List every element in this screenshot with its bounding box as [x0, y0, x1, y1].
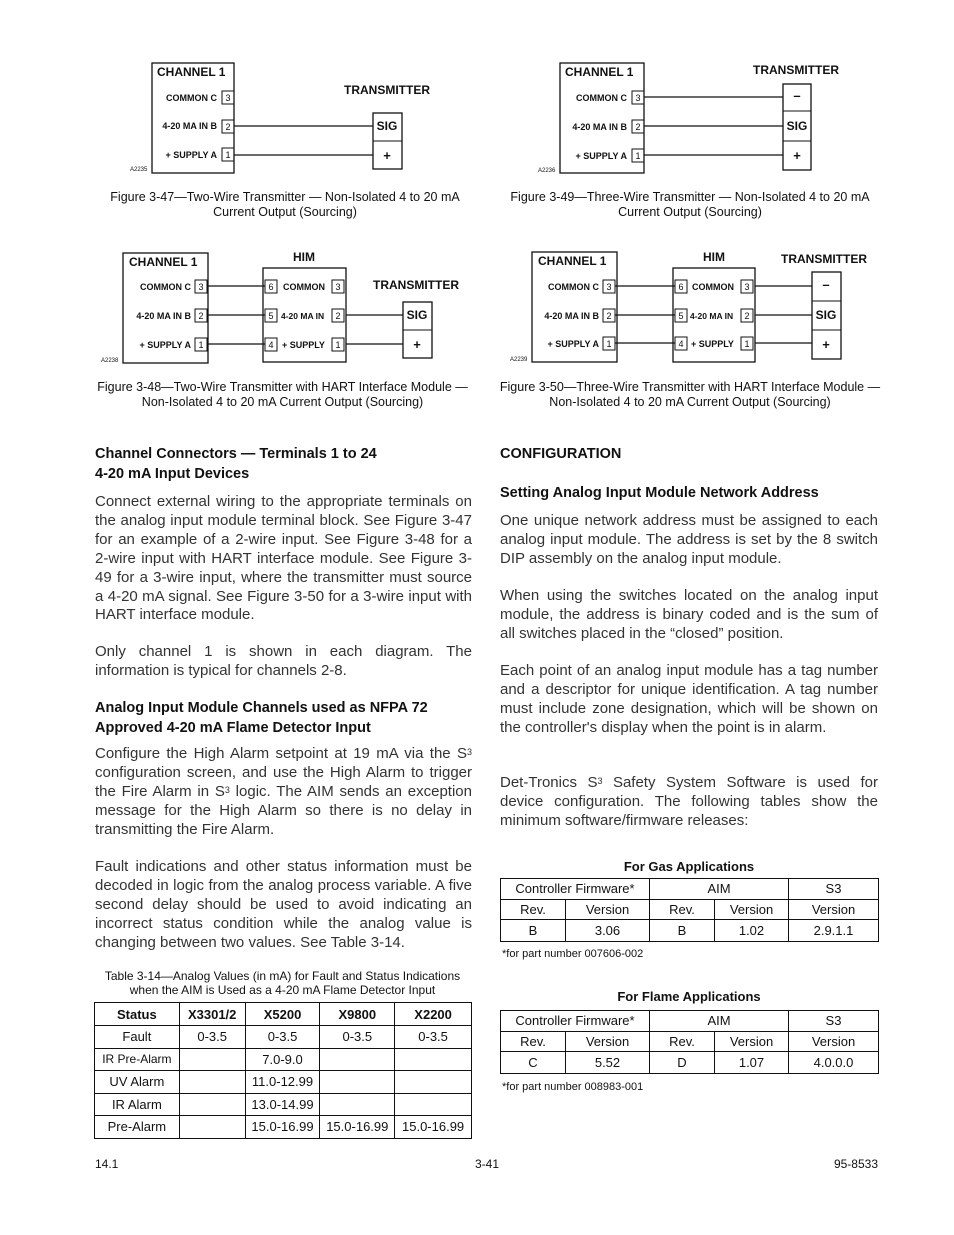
terminal-1: 1 [635, 151, 641, 161]
figure-id: A2236 [538, 168, 556, 174]
table-row: UV Alarm 11.0-12.99 [95, 1071, 472, 1094]
channel-label: CHANNEL 1 [129, 255, 198, 269]
flame-footnote: *for part number 008983-001 [502, 1081, 644, 1093]
flame-table-title: For Flame Applications [617, 989, 761, 1004]
footer-document-number: 95-8533 [833, 1157, 878, 1171]
table-row: IR Alarm 13.0-14.99 [95, 1093, 472, 1116]
software-paragraph: Det-Tronics $S^3$ Safety System Software is used for device configuration. The following tables show the minimum software/firmware releases: [500, 774, 878, 829]
him-terminal-5: 5 [268, 311, 274, 321]
him-common-label: COMMON [283, 282, 325, 292]
minus-label: – [822, 277, 830, 292]
table-row: Fault 0-3.5 0-3.5 0-3.5 0-3.5 [95, 1026, 472, 1049]
terminal-3: 3 [635, 93, 641, 103]
him-supply-label: + SUPPLY [691, 339, 734, 349]
header-x5200: X5200 [245, 1003, 320, 1026]
table-header-row [95, 1003, 472, 1026]
figure-3-49-caption: Figure 3-49—Three-Wire Transmitter — Non-Isolated 4 to 20 mA Current Output (Sourcing) [510, 190, 870, 219]
figure-3-47-diagram [120, 55, 480, 180]
figure-3-48-caption: Figure 3-48—Two-Wire Transmitter with HART Interface Module — Non-Isolated 4 to 20 mA Current Output (Sourcing) [97, 380, 468, 409]
ma-in-b-label: 4-20 MA IN B [162, 121, 217, 131]
gas-footnote: *for part number 007606-002 [502, 948, 644, 960]
channel-connectors-paragraph: Connect external wiring to the appropriate terminals on the analog input module terminal block. See Figure 3-47 for an example of a 2-wire input. See Figure 3-48 for a 2-wire input with HART interface module. See Figure 3-49 for a 3-wire input, where the transmitter must source a 4-20 mA signal. See Figure 3-50 for a 3-wire input with HART interface module. [95, 493, 472, 624]
high-alarm-paragraph: Configure the High Alarm setpoint at 19 mA via the $S^3$ configuration screen, and use the High Alarm to trigger the Fire Alarm in $S^3$ logic. The AIM sends an exception message for the High Alarm so there is no delay in transmitting the Fire Alarm. [95, 745, 472, 838]
terminal-2: 2 [225, 122, 231, 132]
him-supply-label: + SUPPLY [282, 340, 325, 350]
supply-a-label: + SUPPLY A [575, 151, 627, 161]
gas-applications-table [500, 878, 879, 942]
plus-label: + [383, 148, 391, 163]
him-terminal-2: 2 [335, 311, 341, 321]
channel-label: CHANNEL 1 [538, 254, 607, 268]
him-ma-in-label: 4-20 MA IN [690, 311, 734, 321]
terminal-2: 2 [635, 122, 641, 132]
channels-note-paragraph: Only channel 1 is shown in each diagram. The information is typical for channels 2-8. [95, 643, 472, 679]
terminal-1: 1 [606, 339, 612, 349]
him-ma-in-label: 4-20 MA IN [281, 311, 325, 321]
plus-label: + [413, 337, 421, 352]
configuration-heading: CONFIGURATION [500, 446, 622, 462]
him-label: HIM [293, 250, 315, 264]
him-terminal-1: 1 [335, 340, 341, 350]
terminal-3: 3 [198, 282, 204, 292]
figure-id: A2238 [101, 358, 119, 364]
minus-label: – [793, 88, 801, 103]
supply-a-label: + SUPPLY A [165, 150, 217, 160]
transmitter-label: TRANSMITTER [344, 83, 430, 97]
terminal-2: 2 [606, 311, 612, 321]
figure-id: A2239 [510, 357, 528, 363]
network-address-paragraph: One unique network address must be assigned to each analog input module. The address is set by the 8 switch DIP assembly on the analog input module. [500, 512, 878, 567]
terminal-1: 1 [198, 340, 204, 350]
table-row: Pre-Alarm 15.0-16.99 15.0-16.99 15.0-16.99 [95, 1116, 472, 1139]
footer-page-number: 3-41 [474, 1157, 500, 1171]
figure-id: A2235 [130, 167, 148, 173]
sig-label: SIG [376, 119, 398, 133]
common-c-label: COMMON C [548, 282, 599, 292]
him-terminal-1: 1 [744, 339, 750, 349]
him-terminal-4: 4 [268, 340, 274, 350]
table-header-row: Controller Firmware* AIM S3 [501, 1011, 879, 1032]
him-terminal-3: 3 [744, 282, 750, 292]
ma-in-b-label: 4-20 MA IN B [136, 311, 191, 321]
supply-a-label: + SUPPLY A [547, 339, 599, 349]
plus-label: + [822, 337, 830, 352]
terminal-3: 3 [225, 93, 231, 103]
him-terminal-6: 6 [678, 282, 684, 292]
sig-label: SIG [406, 308, 428, 322]
channel-connectors-heading: Channel Connectors — Terminals 1 to 24 4-20 mA Input Devices [95, 446, 377, 482]
him-terminal-5: 5 [678, 311, 684, 321]
header-x2200: X2200 [395, 1003, 472, 1026]
terminal-1: 1 [225, 150, 231, 160]
channel-label: CHANNEL 1 [157, 65, 226, 79]
network-address-heading: Setting Analog Input Module Network Address [500, 485, 819, 501]
footer-revision: 14.1 [95, 1157, 119, 1171]
sig-label: SIG [815, 308, 837, 322]
him-common-label: COMMON [692, 282, 734, 292]
header-x9800: X9800 [320, 1003, 395, 1026]
him-terminal-3: 3 [335, 282, 341, 292]
supply-a-label: + SUPPLY A [139, 340, 191, 350]
plus-label: + [793, 148, 801, 163]
figure-3-50-diagram [505, 245, 885, 370]
gas-table-title: For Gas Applications [623, 859, 755, 874]
channel-label: CHANNEL 1 [565, 65, 634, 79]
transmitter-label: TRANSMITTER [781, 252, 867, 266]
figure-3-48-diagram [95, 245, 475, 370]
fault-indications-paragraph: Fault indications and other status information must be decoded in logic from the analog process variable. A five second delay should be used to avoid indicating an incorrect status condition while the analog value is changing between two values. See Table 3-14. [95, 858, 472, 951]
table-row: IR Pre-Alarm 7.0-9.0 [95, 1048, 472, 1071]
table-subheader-row: Rev. Version Rev. Version Version [501, 1031, 879, 1052]
terminal-3: 3 [606, 282, 612, 292]
nfpa-heading: Analog Input Module Channels used as NFPA 72 Approved 4-20 mA Flame Detector Input [95, 700, 428, 736]
terminal-2: 2 [198, 311, 204, 321]
ma-in-b-label: 4-20 MA IN B [544, 311, 599, 321]
table-row: C 5.52 D 1.07 4.0.0.0 [501, 1052, 879, 1074]
table-3-14-caption: Table 3-14—Analog Values (in mA) for Fault and Status Indications when the AIM is Used as a 4-20 mA Flame Detector Input [104, 969, 461, 997]
header-status: Status [95, 1003, 180, 1026]
him-terminal-6: 6 [268, 282, 274, 292]
table-row: B 3.06 B 1.02 2.9.1.1 [501, 920, 879, 942]
switches-paragraph: When using the switches located on the analog input module, the address is binary coded and is the sum of all switches placed in the “closed” position. [500, 587, 878, 642]
tag-number-paragraph: Each point of an analog input module has a tag number and a descriptor for unique identification. A tag number must include zone designation, which will be shown on the controller's display when the point is in alarm. [500, 662, 878, 736]
him-terminal-2: 2 [744, 311, 750, 321]
figure-3-47-caption: Figure 3-47—Two-Wire Transmitter — Non-Isolated 4 to 20 mA Current Output (Sourcing) [110, 190, 460, 219]
figure-3-50-caption: Figure 3-50—Three-Wire Transmitter with HART Interface Module — Non-Isolated 4 to 20 mA Current Output (Sourcing) [499, 380, 881, 409]
header-x3301: X3301/2 [179, 1003, 245, 1026]
common-c-label: COMMON C [166, 93, 217, 103]
flame-applications-table [500, 1010, 879, 1074]
table-3-14 [94, 1002, 472, 1139]
sig-label: SIG [786, 119, 808, 133]
him-terminal-4: 4 [678, 339, 684, 349]
figure-3-49-diagram [530, 55, 870, 180]
common-c-label: COMMON C [576, 93, 627, 103]
table-header-row: Controller Firmware* AIM S3 [501, 879, 879, 900]
common-c-label: COMMON C [140, 282, 191, 292]
transmitter-label: TRANSMITTER [753, 63, 839, 77]
ma-in-b-label: 4-20 MA IN B [572, 122, 627, 132]
table-subheader-row: Rev. Version Rev. Version Version [501, 899, 879, 920]
him-label: HIM [703, 250, 725, 264]
transmitter-label: TRANSMITTER [373, 278, 459, 292]
